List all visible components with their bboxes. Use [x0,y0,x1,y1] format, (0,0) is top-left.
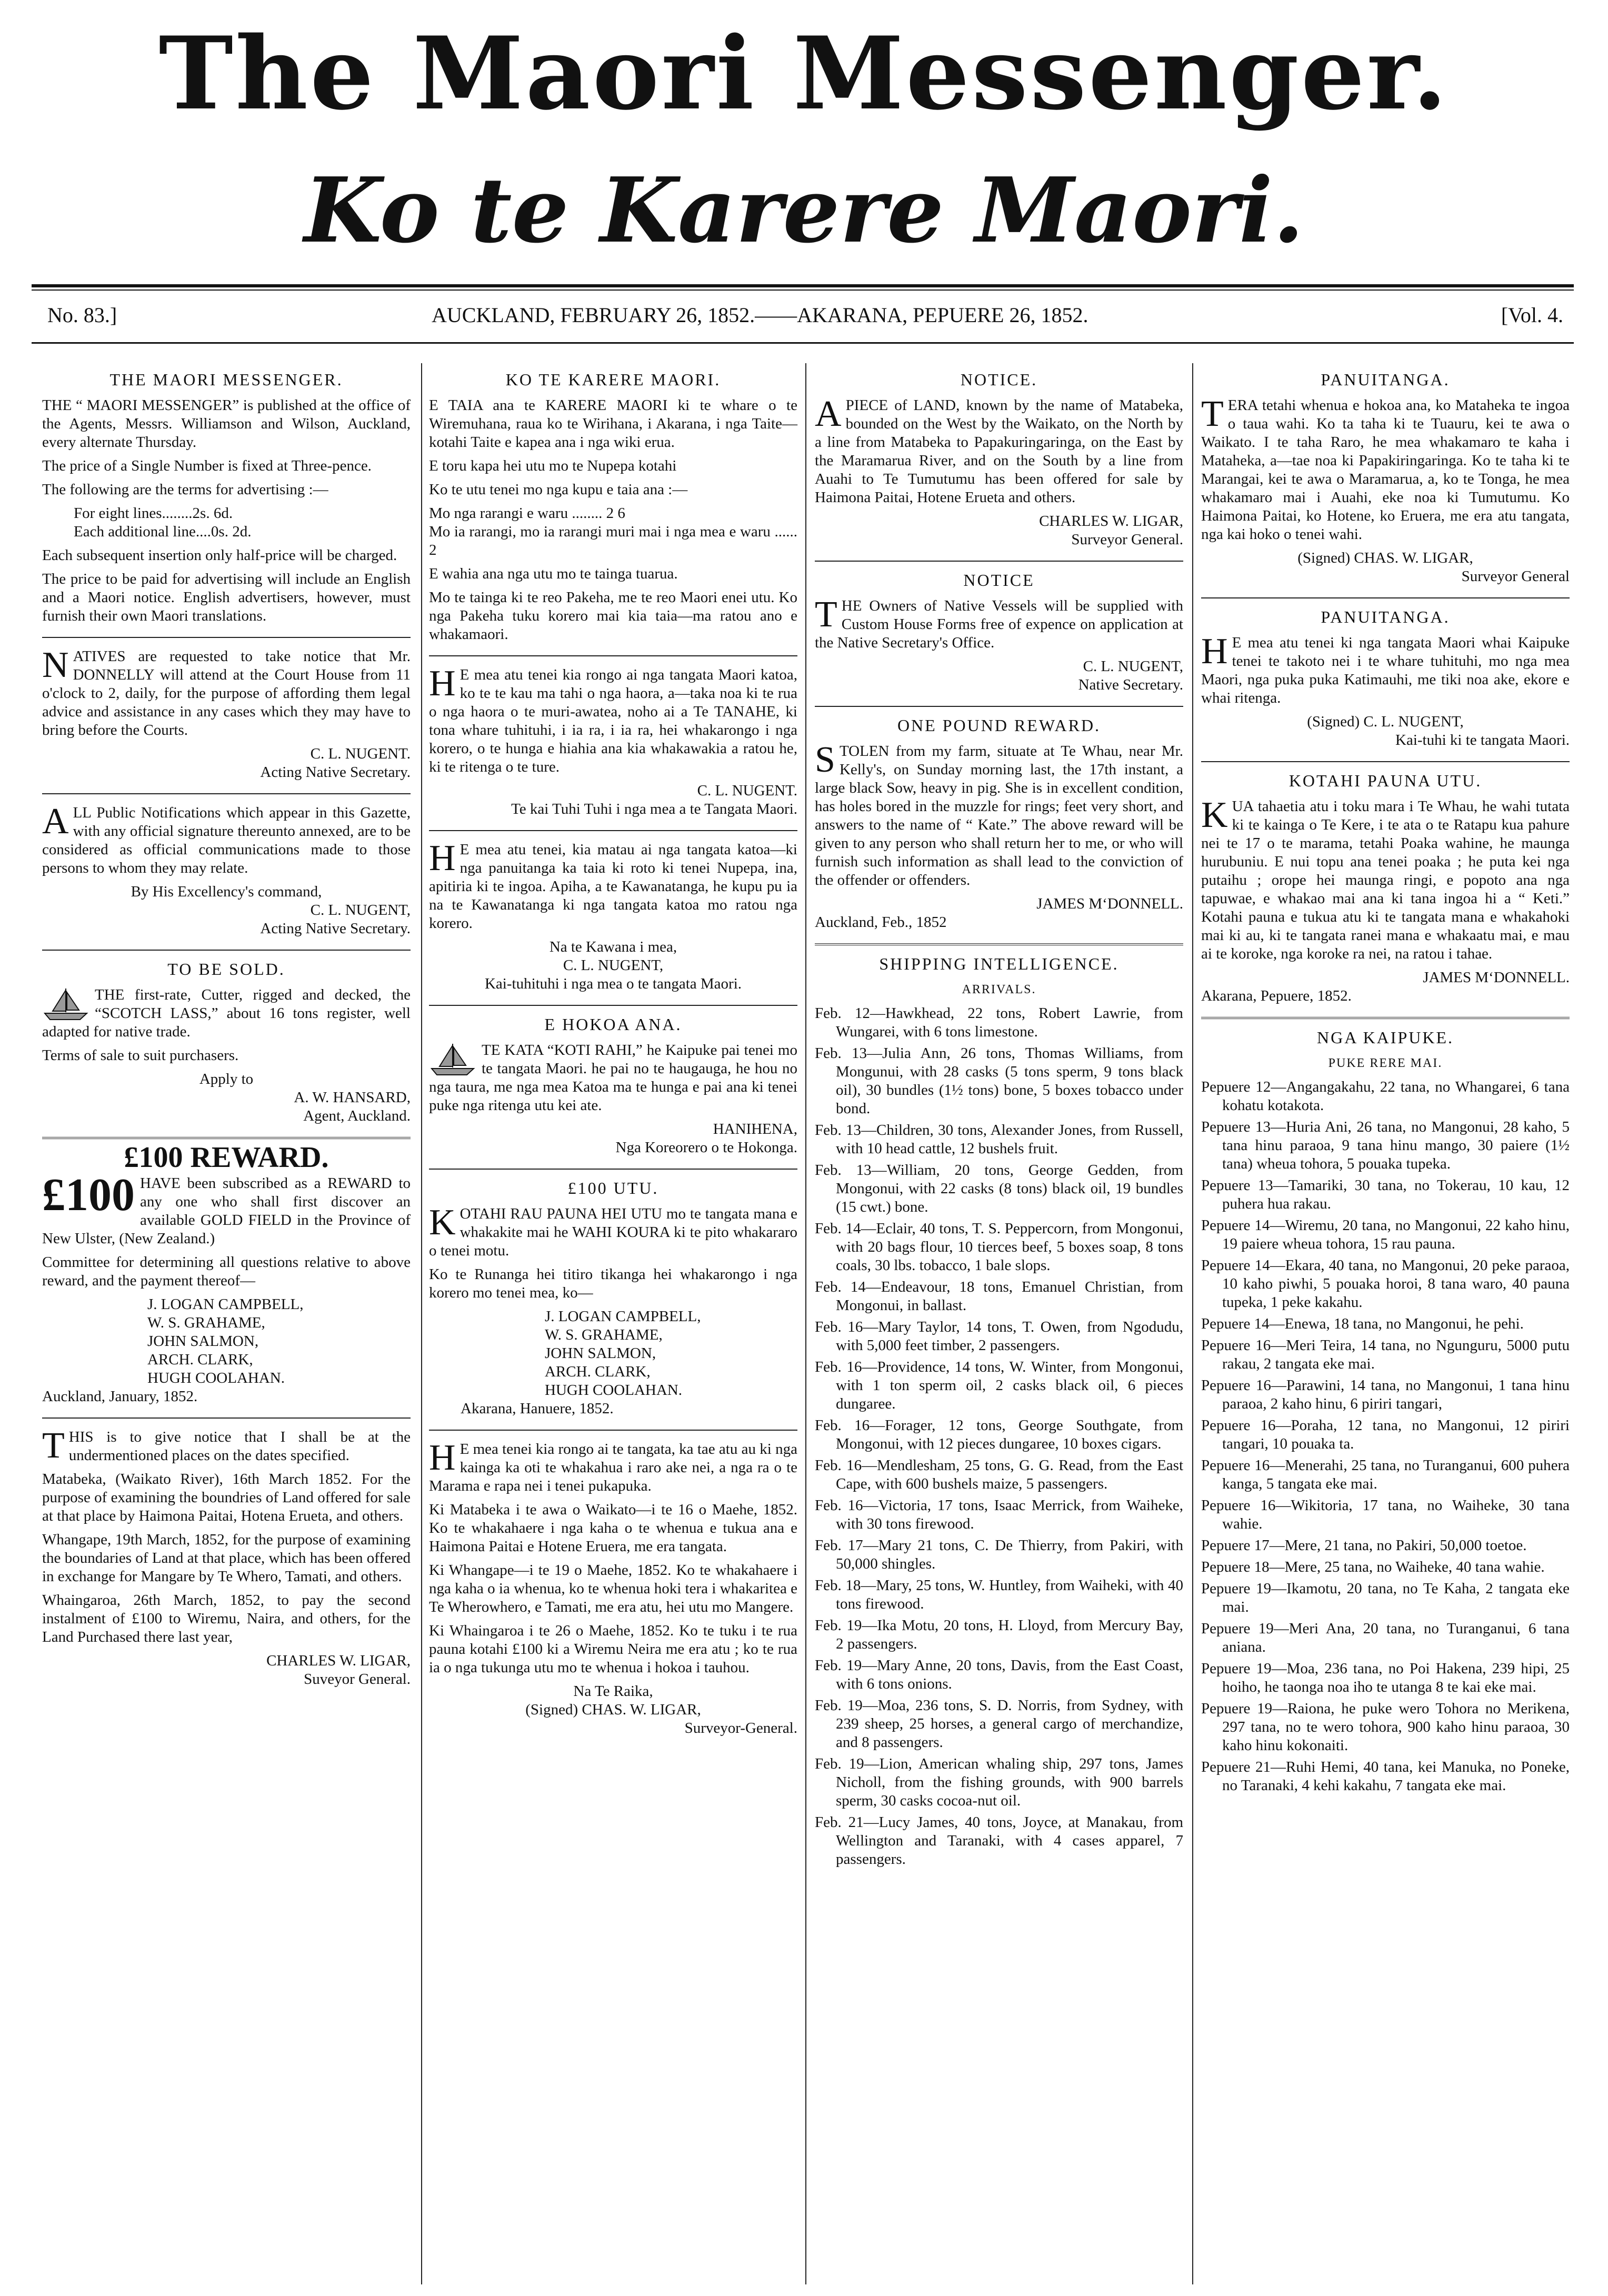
divider [429,830,797,831]
section-heading: PANUITANGA. [1321,607,1450,626]
date-line: Auckland, January, 1852. [42,1388,198,1405]
committee-name: J. LOGAN CAMPBELL, [545,1308,701,1325]
masthead-title: The Maori Messenger. [158,15,1450,132]
signature: Surveyor General. [1071,531,1183,548]
signature: C. L. NUGENT. [697,782,797,799]
paragraph: THE Owners of Native Vessels will be supplied with Custom House Forms free of expence on application at the Native Secretary's Office. [815,594,1183,651]
list-item: Pepuere 16—Wikitoria, 17 tana, no Waiheke, 30 tana wahie. [1201,1497,1570,1532]
paragraph: E wahia ana nga utu mo te tainga tuarua. [429,565,678,582]
column-divider [1192,363,1193,2284]
rate-line: For eight lines........2s. 6d. [74,505,233,522]
list-item: Pepuere 21—Ruhi Hemi, 40 tana, kei Manuka, no Poneke, no Taranaki, 4 kehi kakahu, 7 tangata eke mai. [1201,1759,1570,1794]
section-heading: KO TE KARERE MAORI. [505,370,721,389]
paragraph: Ki Matabeka i te awa o Waikato—i te 16 o Maehe, 1852. Ko te whakahaere i nga kaha o te whenua e tukua ana e Haimona Paitai e Hotene Eruera, me era tangata. [429,1501,797,1555]
signature: JAMES M‘DONNELL. [1036,895,1183,912]
column-divider [805,363,806,2284]
volume: [Vol. 4. [1501,303,1563,327]
list-item: Feb. 17—Mary 21 tons, C. De Thierry, from Pakiri, with 50,000 shingles. [815,1537,1183,1572]
section-heading: ONE POUND REWARD. [897,716,1101,735]
column-3 [815,368,1183,1872]
divider [815,561,1183,562]
divider [1201,597,1570,598]
divider [1201,761,1570,762]
list-item: Feb. 14—Endeavour, 18 tons, Emanuel Christian, from Mongonui, in ballast. [815,1279,1183,1314]
ship-icon [429,1041,476,1078]
signature: Na te Kawana i mea, [549,939,677,955]
column-divider [421,363,422,2284]
paragraph: NATIVES are requested to take notice that Mr. DONNELLY will attend at the Court House from 11 o'clock to 2, daily, for the purpose of affording them legal advice and assistance in any cases which they may have to bring before the Courts. [42,645,411,738]
reward-amount: £100 [42,1170,135,1221]
paragraph: Ki Whaingaroa i te 26 o Maehe, 1852. Ko te tuku i te rua pauna kotahi £100 ki a Wiremu Neira me era atu ; ko te rua ia o nga tukunga utu mo te whenua i hokoa i tauhou. [429,1622,797,1676]
list-item: Feb. 21—Lucy James, 40 tons, Joyce, at Manakau, from Wellington and Taranaki, with 4 cases apparel, 7 passengers. [815,1814,1183,1868]
list-item: Pepuere 19—Raiona, he puke wero Tohora no Merikena, 297 tana, no te wero tohora, 900 kaho hinu paraoa, 30 kaho hinu kokonaiti. [1201,1700,1570,1754]
paragraph: The following are the terms for advertising :— [42,481,328,498]
signature: C. L. NUGENT, [310,902,411,919]
top-rule [32,284,1574,287]
list-item: Pepuere 13—Huria Ani, 26 tana, no Mangonui, 28 kaho, 5 tana hinu paraoa, 9 tana hinu mango, 30 paiere (1½ tana) wheua tohora, 5 pouaka tupeka. [1201,1119,1570,1172]
committee-name: ARCH. CLARK, [545,1363,651,1380]
paragraph: Apply to [199,1071,254,1087]
list-item: Feb. 19—Ika Motu, 20 tons, H. Lloyd, from Mercury Bay, 2 passengers. [815,1617,1183,1652]
signature: Te kai Tuhi Tuhi i nga mea a te Tangata Maori. [511,801,797,817]
paragraph: ALL Public Notifications which appear in this Gazette, with any official signature thereunto annexed, are to be considered as official communications made to those persons to whom they may relate. [42,801,411,876]
signature: Agent, Auckland. [303,1107,411,1124]
committee-name: HUGH COOLAHAN. [545,1382,682,1399]
masthead-subtitle: Ko te Karere Maori. [304,158,1304,263]
arrivals-list [815,1004,1183,1869]
committee-name: JOHN SALMON, [147,1333,259,1350]
list-item: Pepuere 16—Poraha, 12 tana, no Mangonui, 12 piriri tangari, 10 pouaka ta. [1201,1417,1570,1452]
paragraph: THIS is to give notice that I shall be at the undermentioned places on the dates specified. [42,1425,411,1466]
divider [42,1137,411,1139]
paragraph: TE KATA “KOTI RAHI,” he Kaipuke pai tenei mo te tangata Maori. he pai no te haugauga, he hou no nga taura, me nga mea Katoa ma te hunga e pai ana ki tenei puke nga ritenga utu kei ate. [429,1042,797,1114]
signature: (Signed) CHAS. W. LIGAR, [525,1701,701,1718]
signature: C. L. NUGENT, [1083,658,1183,675]
rate-line: Mo nga rarangi e waru ........ 2 6 [429,505,625,522]
section-heading: NOTICE [963,571,1035,590]
signature: Kai-tuhi ki te tangata Maori. [1395,732,1570,748]
divider [42,1417,411,1419]
signature: Nga Koreorero o te Hokonga. [615,1139,797,1156]
paragraph: The price of a Single Number is fixed at Three-pence. [42,457,372,474]
paragraph: Ko te utu tenei mo nga kupu e taia ana :— [429,481,688,498]
section-heading: TO BE SOLD. [167,960,285,979]
paragraph: KUA tahaetia atu i toku mara i Te Whau, he wahi tutata ki te kainga o Te Kere, i te ata o te Ratapu kua pahure nei te 17 o te marama, tetahi Poaka wahine, he maunga hurubuniu. E nui topu ana tenei poaka ; he puta kei nga putaihu ; orope hei maunga ringi, e popoto ana nga tapuwae, e whakao mai ana ki tana ingoa hi a “ Keti.” Kotahi pauna e tukua atu ki te tangata mana e whakahoki mai ki au, ki te tangata ranei mana e whakaatu mai, e mau ai te koroke, nga koroke ra nei, na ratou i tahae. [1201,795,1570,962]
signature: A. W. HANSARD, [294,1089,411,1106]
signature: JAMES M‘DONNELL. [1423,969,1570,986]
divider [815,943,1183,945]
divider [429,1169,797,1170]
divider [815,706,1183,707]
arrivals-list [1201,1078,1570,1795]
list-item: Pepuere 19—Moa, 236 tana, no Poi Hakena, 239 hipi, 25 hoiho, he taonga noa iho te utanga 8 te kai eke mai. [1201,1660,1570,1695]
paragraph: By His Excellency's command, [131,883,322,900]
signature: CHARLES W. LIGAR, [1039,513,1183,530]
paragraph: E toru kapa hei utu mo te Nupepa kotahi [429,457,677,474]
paragraph: TERA tetahi whenua e hokoa ana, ko Mataheka te ingoa o taua wahi. Ko ta taha ki te Tuauru, kei te awa o Waikato. I te taha Raro, he mea whakamaro te kaha i Mataheka, a—tae noa ki Papakiringaringa. Ko te taha ki te Marangai, kei te awa o Maramarua, a, ko te Tonga, he mea whakamaro mai i Auahi, eke noa ki Tumutumu. Ko Haimona Paitai, ko Hotene, ko Eruera, me era atu tangata, nga kai hoko o tenei wahi. [1201,394,1570,543]
rate-line: Each additional line....0s. 2d. [74,523,252,540]
signature: Surveyor-General. [684,1720,797,1736]
paragraph: Committee for determining all questions relative to above reward, and the payment thereof— [42,1254,411,1289]
issue-date: AUCKLAND, FEBRUARY 26, 1852.——AKARANA, PEPUERE 26, 1852. [432,303,1088,327]
paragraph: HE mea atu tenei, kia matau ai nga tangata katoa—ki nga panuitanga ka taia ki roto ki tenei Nupepa, ina, apitiria ki te ingoa. Apiha, a te Kawanatanga, he kupu pu ia na te Kawanatanga ki nga tangata katoa mo ratou nga korero. [429,838,797,932]
signature: Native Secretary. [1078,676,1183,693]
signature: Na Te Raika, [573,1683,653,1700]
paragraph: The price to be paid for advertising will include an English and a Maori notice. English advertisers, however, must furnish their own Maori translations. [42,571,411,624]
section-heading: THE MAORI MESSENGER. [109,370,343,389]
paragraph: Ki Whangape—i te 19 o Maehe, 1852. Ko te whakahaere i nga kaha o ia whenua, ko te whenua hoki tera i whakaritea e Te Wherowhero, e Tamati, me era atu, hei utu mo Mangere. [429,1562,797,1615]
signature: HANIHENA, [713,1121,797,1137]
signature: (Signed) CHAS. W. LIGAR, [1297,550,1473,566]
divider [42,950,411,951]
section-heading: NGA KAIPUKE. [1317,1028,1454,1047]
paragraph: Mo te tainga ki te reo Pakeha, me te reo Maori enei utu. Ko nga Pakeha tuku korero mai kia taia—ma ratou ano e whakamaori. [429,589,797,643]
signature: C. L. NUGENT. [310,745,411,762]
paragraph: E TAIA ana te KARERE MAORI ki te whare o te Wiremuhana, raua ko te Wirihana, i Akarana, i nga Taite—kotahi Taite e kapea ana i nga wiki erua. [429,397,797,451]
list-item: Pepuere 16—Meri Teira, 14 tana, no Ngunguru, 5000 putu rakau, 2 tangata eke mai. [1201,1337,1570,1372]
signature: Acting Native Secretary. [260,764,411,781]
paragraph: THE “ MAORI MESSENGER” is published at the office of the Agents, Messrs. Williamson and Wilson, Auckland, every alternate Thursday. [42,397,411,451]
list-item: Feb. 12—Hawkhead, 22 tons, Robert Lawrie, from Wungarei, with 6 tons limestone. [815,1005,1183,1040]
paragraph: HE mea atu tenei ki nga tangata Maori whai Kaipuke tenei te takoto nei i te whare tuhituhi, mo nga mea Maori, nga puka puka Katimauhi, me tiki noa ake, ekore e whai ritenga. [1201,631,1570,706]
paragraph: Matabeka, (Waikato River), 16th March 1852. For the purpose of examining the boundries of Land offered for sale at that place by Haimona Paitai, Hotena Erueta, and others. [42,1471,411,1524]
signature: (Signed) C. L. NUGENT, [1307,713,1464,730]
rate-line: Mo ia rarangi, mo ia rarangi muri mai i nga mea e waru ...... 2 [429,523,797,558]
date-line: Auckland, Feb., 1852 [815,914,947,931]
paragraph: HE mea tenei kia rongo ai te tangata, ka tae atu au ki nga kainga ka oti te whakahua i raro ake nei, a nga ra o te Marama e rapa nei i tenei pukapuka. [429,1438,797,1494]
section-heading: PANUITANGA. [1321,370,1450,389]
reward-heading: £100 REWARD. [124,1141,329,1174]
committee-name: JOHN SALMON, [545,1345,656,1362]
paragraph: Whangape, 19th March, 1852, for the purpose of examining the boundaries of Land at that place, which has been offered in exchange for Mangare by Te Whero, Tamati, and others. [42,1531,411,1585]
paragraph: Each subsequent insertion only half-price will be charged. [42,547,397,564]
committee-name: W. S. GRAHAME, [147,1314,265,1331]
divider [1201,1017,1570,1019]
list-item: Pepuere 19—Meri Ana, 20 tana, no Turanganui, 6 tana aniana. [1201,1620,1570,1655]
paragraph: KOTAHI RAU PAUNA HEI UTU mo te tangata mana e whakakite mai he WAHI KOURA ki te pito whakararo o tenei motu. [429,1202,797,1259]
list-item: Pepuere 19—Ikamotu, 20 tana, no Te Kaha, 2 tangata eke mai. [1201,1580,1570,1615]
ship-icon [42,986,89,1023]
signature: Suveyor General. [304,1671,411,1688]
signature: Kai-tuhituhi i nga mea o te tangata Maori. [484,975,742,992]
subheading: ARRIVALS. [962,983,1036,996]
divider [429,655,797,656]
list-item: Pepuere 12—Angangakahu, 22 tana, no Whangarei, 6 tana kohatu kotakota. [1201,1079,1570,1114]
paragraph: STOLEN from my farm, situate at Te Whau, near Mr. Kelly's, on Sunday morning last, the 17th instant, a large black Sow, heavy in pig. She is in excellent condition, has holes bored in the muzzle for rings; feet very short, and answers to the name of “ Kate.” The above reward will be given to any person who shall return her to me, or who will furnish such information as shall lead to the conviction of the offender or offenders. [815,740,1183,889]
top-rule-thin [32,290,1574,291]
list-item: Feb. 14—Eclair, 40 tons, T. S. Peppercorn, from Mongonui, with 20 bags flour, 10 tierces beef, 5 boxes soap, 8 tons coals, 30 lbs. tobacco, 1 bale slops. [815,1220,1183,1274]
dateline [32,303,1574,334]
list-item: Feb. 19—Lion, American whaling ship, 297 tons, James Nicholl, from the fishing grounds, with 900 barrels sperm, 30 casks cocoa-nut oil. [815,1755,1183,1809]
list-item: Pepuere 14—Ekara, 40 tana, no Mangonui, 20 peke paraoa, 10 kaho piwhi, 5 pouaka horoi, 8 tana waro, 40 pauna tupeka, 1 peke kakahu. [1201,1257,1570,1311]
list-item: Feb. 16—Victoria, 17 tons, Isaac Merrick, from Waiheke, with 30 tons firewood. [815,1497,1183,1532]
list-item: Feb. 16—Forager, 12 tons, George Southgate, from Mongonui, with 12 pieces dungaree, 10 boxes cigars. [815,1417,1183,1452]
paragraph: APIECE of LAND, known by the name of Matabeka, bounded on the West by the Waikato, on the North by a line from Matabeka to Papakuringaringa, on the East by the Maramarua River, and on the South by a line from Auahi to Te Tumutumu has been offered for sale by Haimona Paitai, Hotene Erueta and others. [815,394,1183,506]
committee-name: W. S. GRAHAME, [545,1326,663,1343]
list-item: Pepuere 18—Mere, 25 tana, no Waiheke, 40 tana wahie. [1201,1559,1545,1575]
committee-name: ARCH. CLARK, [147,1351,253,1368]
section-heading: SHIPPING INTELLIGENCE. [879,954,1119,973]
list-item: Pepuere 13—Tamariki, 30 tana, no Tokerau, 10 kau, 12 puhera hua rakau. [1201,1177,1570,1212]
issue-number: No. 83.] [47,303,117,327]
paragraph: Whaingaroa, 26th March, 1852, to pay the second instalment of £100 to Wiremu, Naira, and others, for the Land Purchased there last year, [42,1592,411,1645]
list-item: Feb. 16—Mary Taylor, 14 tons, T. Owen, from Ngodudu, with 5,000 feet timber, 2 passengers. [815,1319,1183,1354]
signature: Surveyor General [1461,568,1570,585]
paragraph: HAVE been subscribed as a REWARD to any one who shall first discover an available GOLD FIELD in the Province of New Ulster, (New Zealand.) [42,1175,411,1247]
list-item: Feb. 13—Julia Ann, 26 tons, Thomas Williams, from Mongunui, with 28 casks (5 tons sperm, 9 tons black oil), 30 bundles (1½ tons) bone, 5 boxes tobacco under bond. [815,1045,1183,1117]
divider [429,1430,797,1431]
column-2 [429,368,797,1743]
column-4 [1201,368,1570,1798]
section-heading: NOTICE. [960,370,1038,389]
signature: C. L. NUGENT, [563,957,664,974]
committee-list [42,1295,411,1387]
paragraph: HE mea atu tenei kia rongo ai nga tangata Maori katoa, ko te te kau ma tahi o nga haora, a—taka noa ki te rua o nga haora o te muri-awatea, noho ai a Te TANAHE, ki tona whare tuhituhi, i ia ra, i ia ra, hei whakarongo i nga korero, o te hunga e hiahia ana kia whakawakia a ratou he, ki te ritenga o te ture. [429,663,797,775]
list-item: Feb. 18—Mary, 25 tons, W. Huntley, from Waiheki, with 40 tons firewood. [815,1577,1183,1612]
list-item: Pepuere 16—Parawini, 14 tana, no Mangonui, 1 tana hinu paraoa, 2 kaho hinu, 6 piriri tangari, [1201,1377,1570,1412]
committee-name: J. LOGAN CAMPBELL, [147,1296,304,1313]
signature: CHARLES W. LIGAR, [266,1652,411,1669]
paragraph: Terms of sale to suit purchasers. [42,1047,239,1064]
list-item: Feb. 13—Children, 30 tons, Alexander Jones, from Russell, with 10 head cattle, 12 bushels fruit. [815,1122,1183,1157]
list-item: Feb. 16—Providence, 14 tons, W. Winter, from Mongonui, with 1 ton sperm oil, 2 casks black oil, 6 pieces dungaree. [815,1359,1183,1412]
list-item: Feb. 13—William, 20 tons, George Gedden, from Mongonui, with 22 casks (8 tons) black oil, 19 bundles (15 cwt.) bone. [815,1162,1183,1215]
section-heading: £100 UTU. [567,1179,659,1197]
subheading: PUKE RERE MAI. [1328,1056,1443,1070]
list-item: Pepuere 16—Menerahi, 25 tana, no Turanganui, 600 puhera kanga, 5 tangata eke mai. [1201,1457,1570,1492]
divider [42,637,411,638]
list-item: Pepuere 14—Wiremu, 20 tana, no Mangonui, 22 kaho hinu, 19 paiere wheua tohora, 15 rau pauna. [1201,1217,1570,1252]
signature: Acting Native Secretary. [260,920,411,937]
section-heading: E HOKOA ANA. [544,1015,682,1034]
paragraph: THE first-rate, Cutter, rigged and decked, the “SCOTCH LASS,” about 16 tons register, well adapted for native trade. [42,986,411,1040]
list-item: Pepuere 14—Enewa, 18 tana, no Mangonui, he pehi. [1201,1315,1524,1332]
date-line: Akarana, Pepuere, 1852. [1201,987,1352,1004]
divider [429,1005,797,1006]
list-item: Feb. 16—Mendlesham, 25 tons, G. G. Read, from the East Cape, with 600 bushels maize, 5 passengers. [815,1457,1183,1492]
date-line: Akarana, Hanuere, 1852. [461,1400,614,1417]
paragraph: Ko te Runanga hei titiro tikanga hei whakarongo i nga korero mo tenei mea, ko— [429,1266,797,1301]
list-item: Feb. 19—Moa, 236 tons, S. D. Norris, from Sydney, with 239 sheep, 25 horses, a general cargo of merchandize, and 8 passengers. [815,1697,1183,1751]
committee-list [429,1307,797,1400]
divider [42,793,411,794]
column-1 [42,368,411,1694]
section-heading: KOTAHI PAUNA UTU. [1289,771,1482,790]
committee-name: HUGH COOLAHAN. [147,1370,285,1386]
list-item: Feb. 19—Mary Anne, 20 tons, Davis, from the East Coast, with 6 tons onions. [815,1657,1183,1692]
dateline-rule [32,342,1574,344]
list-item: Pepuere 17—Mere, 21 tana, no Pakiri, 50,000 toetoe. [1201,1537,1527,1554]
